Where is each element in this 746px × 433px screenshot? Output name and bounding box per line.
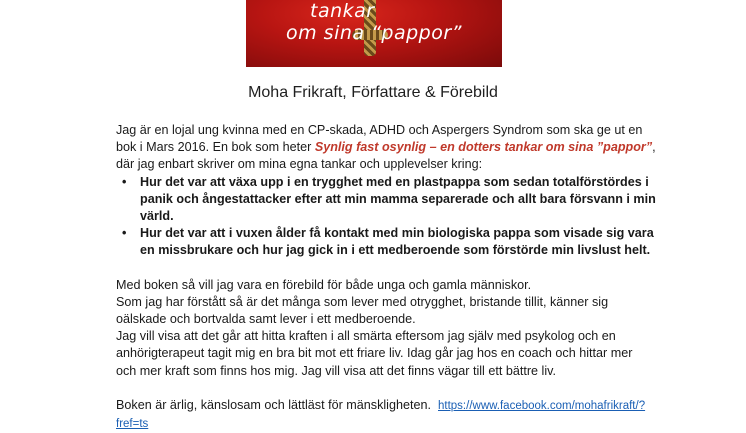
paragraph-line: Som jag har förstått så är det många som lever med otrygghet, bristande tillit, känner sig oälskade och bortvalda samt lever i ett medberoende. [116, 294, 609, 327]
book-cover-image [246, 0, 502, 67]
book-title: Synlig fast osynlig – en dotters tankar om sina ”pappor” [314, 140, 653, 155]
intro-text-2: , där jag enbart skriver om mina egna tankar och upplevelser kring: [116, 140, 656, 172]
facebook-link[interactable]: https://www.facebook.com/mohafrikraft/?fref=ts [116, 399, 646, 431]
bullet-list [116, 174, 656, 260]
paragraph-line: Med boken så vill jag vara en förebild för både unga och gamla människor. [116, 277, 532, 292]
bullet-icon: • [122, 174, 127, 189]
cover-text-line1: tankar [310, 0, 375, 22]
list-item: • Hur det var att i vuxen ålder få kontakt med min biologiska pappa som visade sig vara en missbrukare och hur jag gick in i ett medberoende som förstörde min livslust helt. [122, 226, 654, 258]
paragraph-line: Jag vill visa att det går att hitta kraften i all smärta eftersom jag själv med psykolog och en anhörigterapeut tagit mig en bra bit mot ett friare liv. Idag går jag hos en coach och hittar mer och mer kraft som finns hos mig. Jag vill visa att det finns vägar till ett bättre liv. [116, 329, 633, 378]
document-body [116, 122, 656, 433]
closing-paragraph: Boken är ärlig, känslosam och lättläst för mänskligheten. https://www.facebook.com/mohafrikraft/?fref=ts [116, 397, 646, 431]
cover-text-line2: om sina “pappor” [286, 22, 463, 44]
intro-text-1: Jag är en lojal ung kvinna med en CP-skada, ADHD och Aspergers Syndrom som ska ge ut en bok i Mars 2016. En bok som heter [116, 123, 643, 155]
page-title: Moha Frikraft, Författare & Förebild [248, 84, 498, 101]
list-item: • Hur det var att växa upp i en trygghet med en plastpappa som sedan totalförstördes i panik och ångestattacker efter att min mamma separerade och allt bara försvann i min värld. [122, 174, 656, 224]
bullet-icon: • [122, 226, 127, 241]
intro-paragraph [116, 122, 656, 174]
